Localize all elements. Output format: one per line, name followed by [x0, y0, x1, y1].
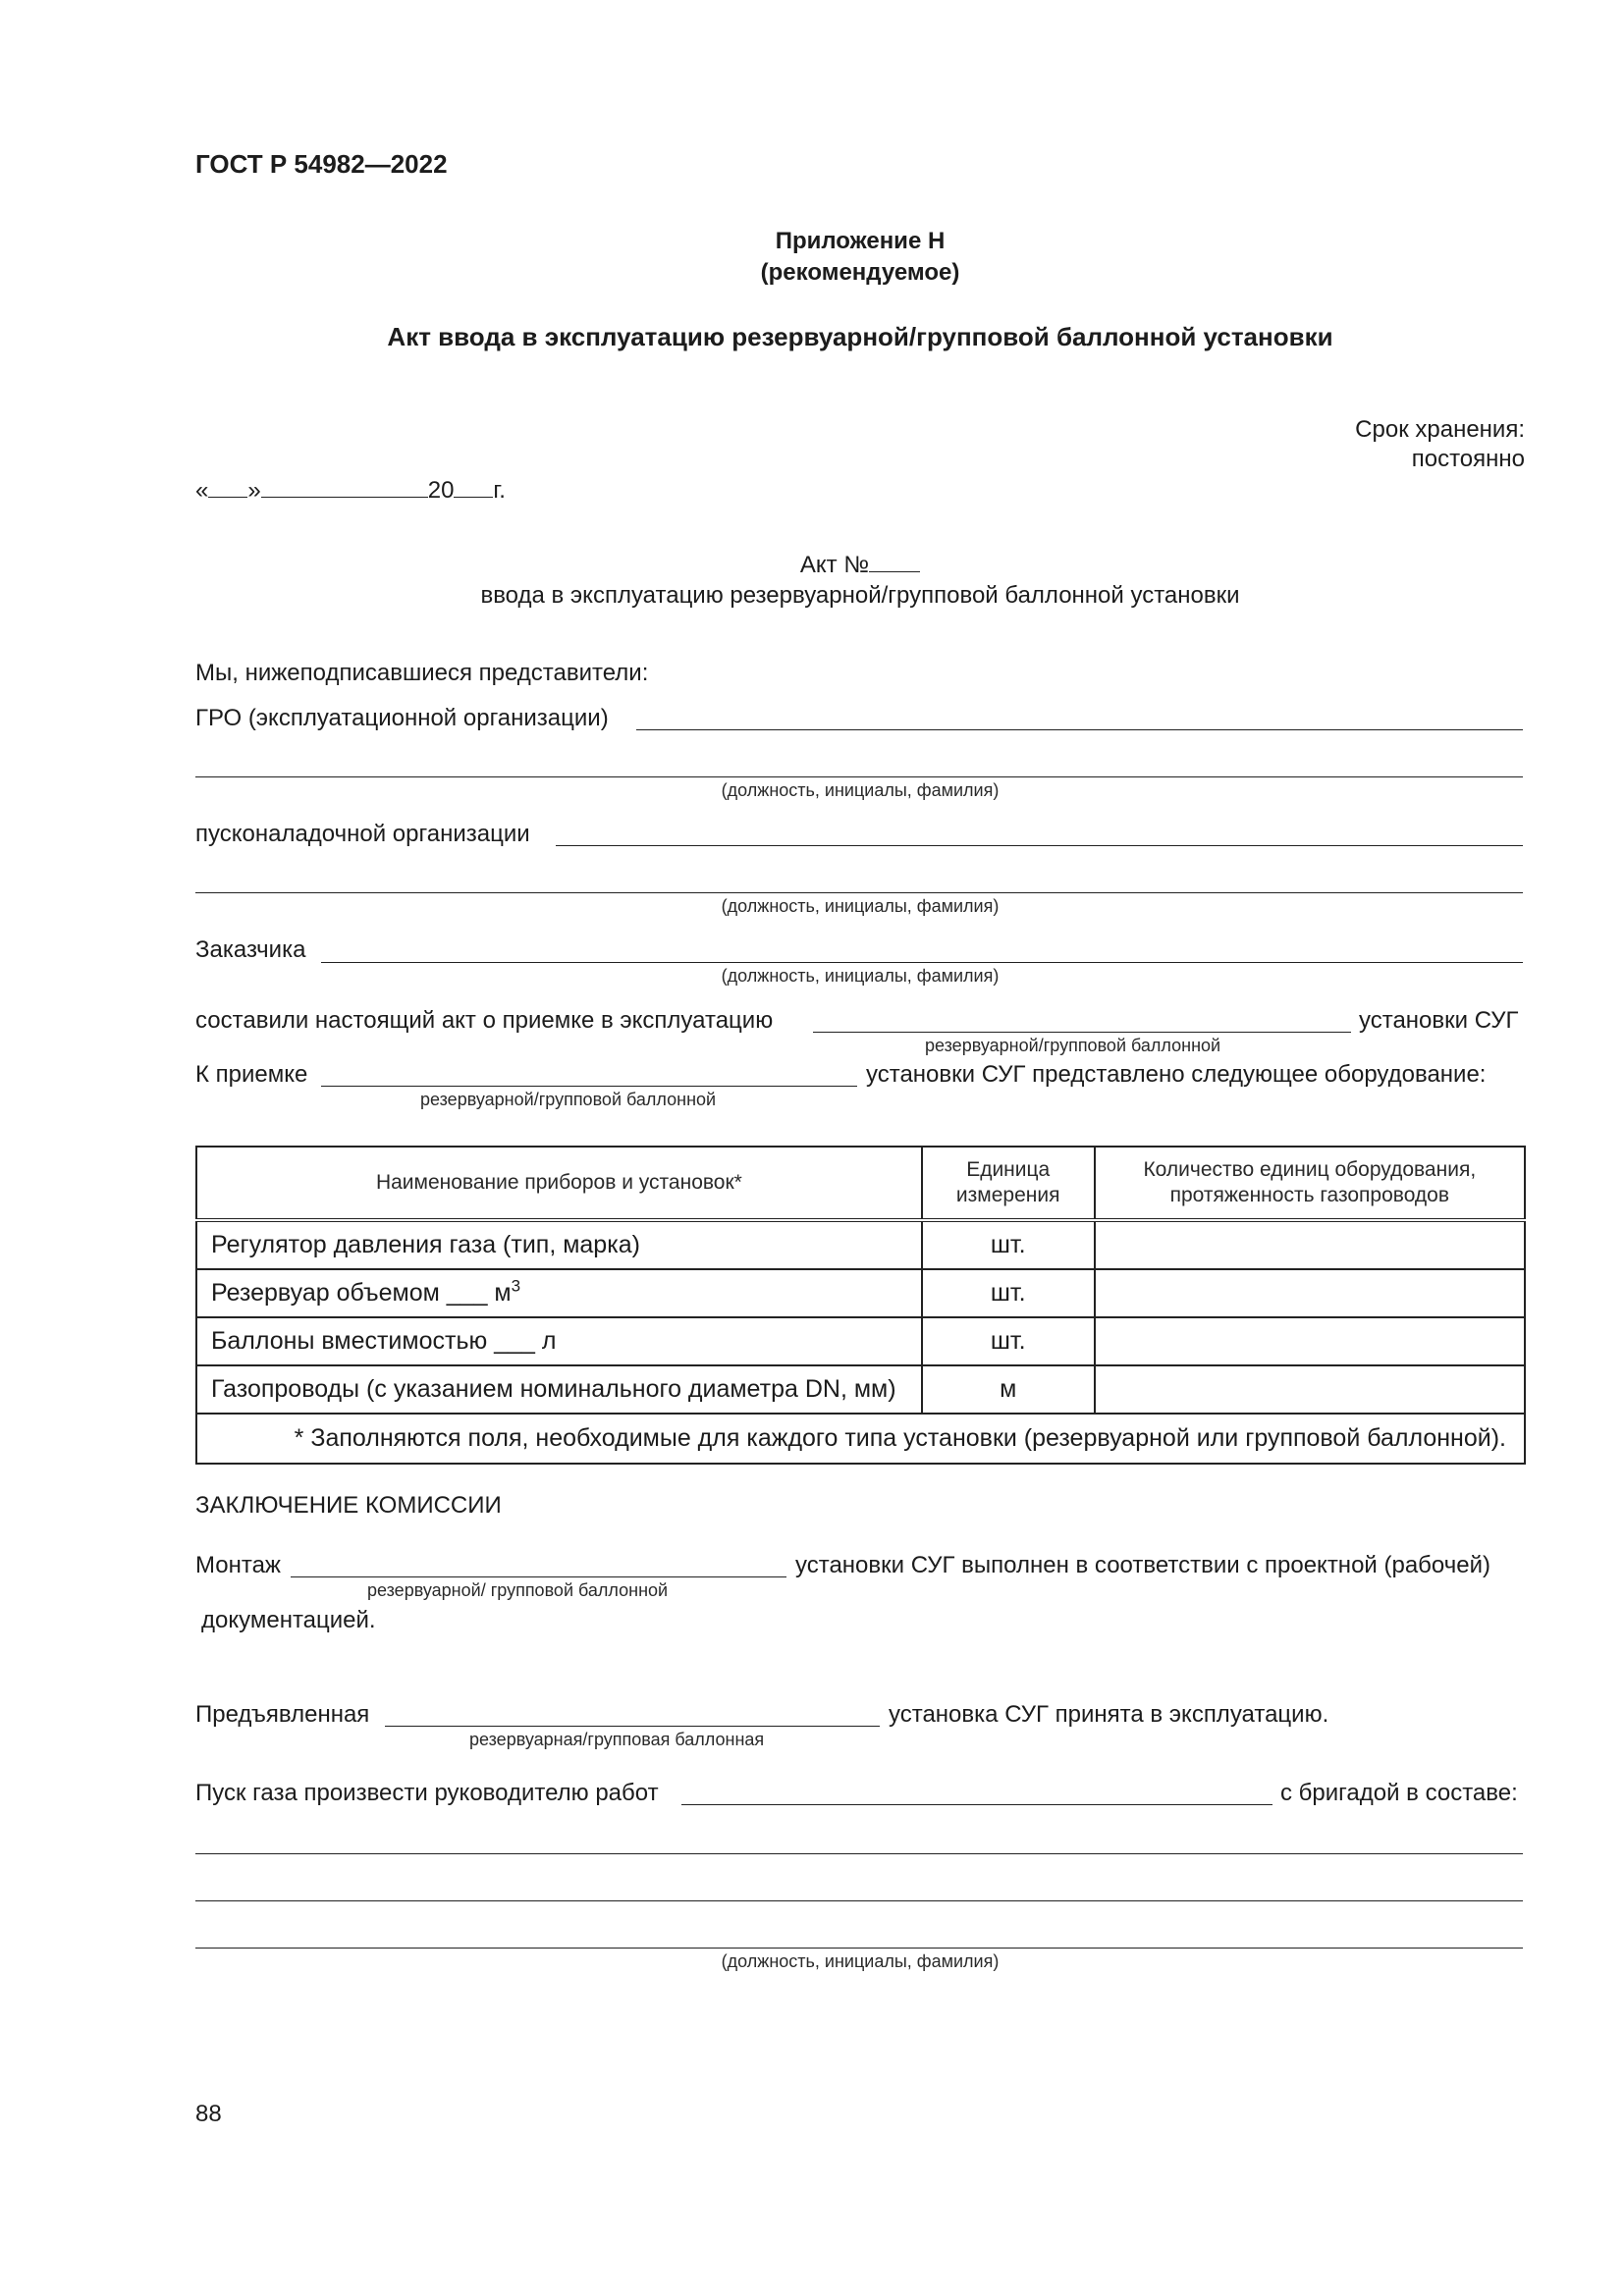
header-unit — [922, 1147, 1095, 1220]
row-quantity-cell[interactable] — [1095, 1269, 1525, 1317]
row-unit: шт. — [922, 1269, 1095, 1317]
act-number-label: Акт № — [799, 552, 870, 578]
brigade-blank-1[interactable] — [195, 1853, 1523, 1854]
act-number-line — [0, 552, 1624, 579]
header-quantity-line2: протяженность газопроводов — [1169, 1184, 1450, 1206]
row-quantity-cell[interactable] — [1095, 1317, 1525, 1365]
appendix-title: Приложение Н — [775, 228, 946, 254]
retention-label: Срок хранения: — [1355, 416, 1525, 443]
act-subtitle: ввода в эксплуатацию резервуарной/групповой баллонной установки — [480, 582, 1240, 609]
table-row — [196, 1317, 1525, 1365]
day-blank[interactable] — [208, 477, 247, 498]
compiled-text: составили настоящий акт о приемке в эксплуатацию — [195, 1007, 774, 1034]
header-quantity — [1095, 1147, 1525, 1220]
table-header-row — [196, 1147, 1525, 1220]
installation-type-caption: резервуарной/групповой баллонной — [925, 1036, 1221, 1055]
presented-suffix: установка СУГ принята в эксплуатацию. — [889, 1701, 1329, 1728]
year-suffix: г. — [493, 477, 506, 504]
year-prefix: 20 — [427, 477, 455, 504]
table-row — [196, 1269, 1525, 1317]
brigade-caption: (должность, инициалы, фамилия) — [721, 1951, 1000, 1971]
row-name: Регулятор давления газа (тип, марка) — [196, 1220, 922, 1269]
commissioning-person-caption: (должность, инициалы, фамилия) — [721, 896, 1000, 916]
conclusion-heading: ЗАКЛЮЧЕНИЕ КОМИССИИ — [195, 1492, 502, 1519]
row-unit: м — [922, 1365, 1095, 1414]
gro-person-blank[interactable] — [195, 776, 1523, 777]
header-quantity-line1: Количество единиц оборудования, — [1143, 1158, 1477, 1181]
row-unit: шт. — [922, 1220, 1095, 1269]
customer-caption: (должность, инициалы, фамилия) — [721, 966, 1000, 986]
commissioning-org-blank[interactable] — [556, 845, 1523, 846]
header-name: Наименование приборов и установок* — [196, 1147, 922, 1220]
compiled-suffix: установки СУГ — [1359, 1007, 1519, 1034]
row-quantity-cell[interactable] — [1095, 1365, 1525, 1414]
brigade-blank-3[interactable] — [195, 1948, 1523, 1949]
year-blank[interactable] — [454, 477, 493, 498]
row-quantity-cell[interactable] — [1095, 1220, 1525, 1269]
customer-label: Заказчика — [195, 936, 306, 963]
table-row — [196, 1220, 1525, 1269]
customer-blank[interactable] — [321, 962, 1523, 963]
gas-start-prefix: Пуск газа произвести руководителю работ — [195, 1780, 659, 1806]
row-name: Газопроводы (с указанием номинального диаметра DN, мм) — [196, 1365, 922, 1414]
month-blank[interactable] — [261, 477, 428, 498]
mount-type-blank[interactable] — [291, 1576, 786, 1577]
presented-type-blank[interactable] — [385, 1726, 880, 1727]
acceptance-suffix: установки СУГ представлено следующее оборудование: — [866, 1061, 1487, 1088]
mount-end: документацией. — [201, 1607, 376, 1633]
brigade-blank-2[interactable] — [195, 1900, 1523, 1901]
gro-label: ГРО (эксплуатационной организации) — [195, 705, 609, 731]
table-row — [196, 1365, 1525, 1414]
equipment-table — [195, 1146, 1526, 1465]
gro-blank[interactable] — [636, 729, 1523, 730]
commissioning-person-blank[interactable] — [195, 892, 1523, 893]
presented-caption: резервуарная/групповая баллонная — [469, 1730, 765, 1749]
mount-prefix: Монтаж — [195, 1552, 281, 1578]
retention-value: постоянно — [1411, 446, 1525, 472]
intro-text: Мы, нижеподписавшиеся представители: — [195, 660, 649, 686]
document-title: Акт ввода в эксплуатацию резервуарной/групповой баллонной установки — [387, 322, 1333, 351]
installation-type-blank[interactable] — [813, 1032, 1351, 1033]
page-number: 88 — [195, 2101, 222, 2127]
mount-caption: резервуарной/ групповой баллонной — [367, 1580, 669, 1600]
act-number-blank[interactable] — [869, 552, 920, 572]
appendix-status: (рекомендуемое) — [760, 259, 960, 286]
row-unit: шт. — [922, 1317, 1095, 1365]
mount-suffix: установки СУГ выполнен в соответствии с проектной (рабочей) — [795, 1552, 1490, 1578]
date-open-quote: « — [195, 477, 209, 504]
header-unit-line1: Единица — [966, 1158, 1051, 1181]
date-close-quote: » — [247, 477, 261, 504]
table-footnote: * Заполняются поля, необходимые для каждого типа установки (резервуарной или групповой баллонной). — [196, 1414, 1525, 1464]
acceptance-type-caption: резервуарной/групповой баллонной — [420, 1090, 717, 1109]
work-manager-blank[interactable] — [681, 1804, 1272, 1805]
row-name-text: Резервуар объемом ___ м — [211, 1279, 512, 1307]
acceptance-type-blank[interactable] — [321, 1086, 857, 1087]
standard-designation: ГОСТ Р 54982—2022 — [195, 149, 448, 179]
gro-person-caption: (должность, инициалы, фамилия) — [721, 780, 1000, 800]
header-unit-line2: измерения — [955, 1184, 1060, 1206]
acceptance-prefix: К приемке — [195, 1061, 308, 1088]
row-name: Баллоны вместимостью ___ л — [196, 1317, 922, 1365]
presented-prefix: Предъявленная — [195, 1701, 370, 1728]
date-line — [195, 477, 506, 505]
gas-start-suffix: с бригадой в составе: — [1280, 1780, 1518, 1806]
row-name-superscript: 3 — [511, 1276, 521, 1296]
commissioning-org-label: пусконаладочной организации — [195, 821, 530, 847]
table-footnote-row — [196, 1414, 1525, 1464]
row-name — [196, 1269, 922, 1317]
